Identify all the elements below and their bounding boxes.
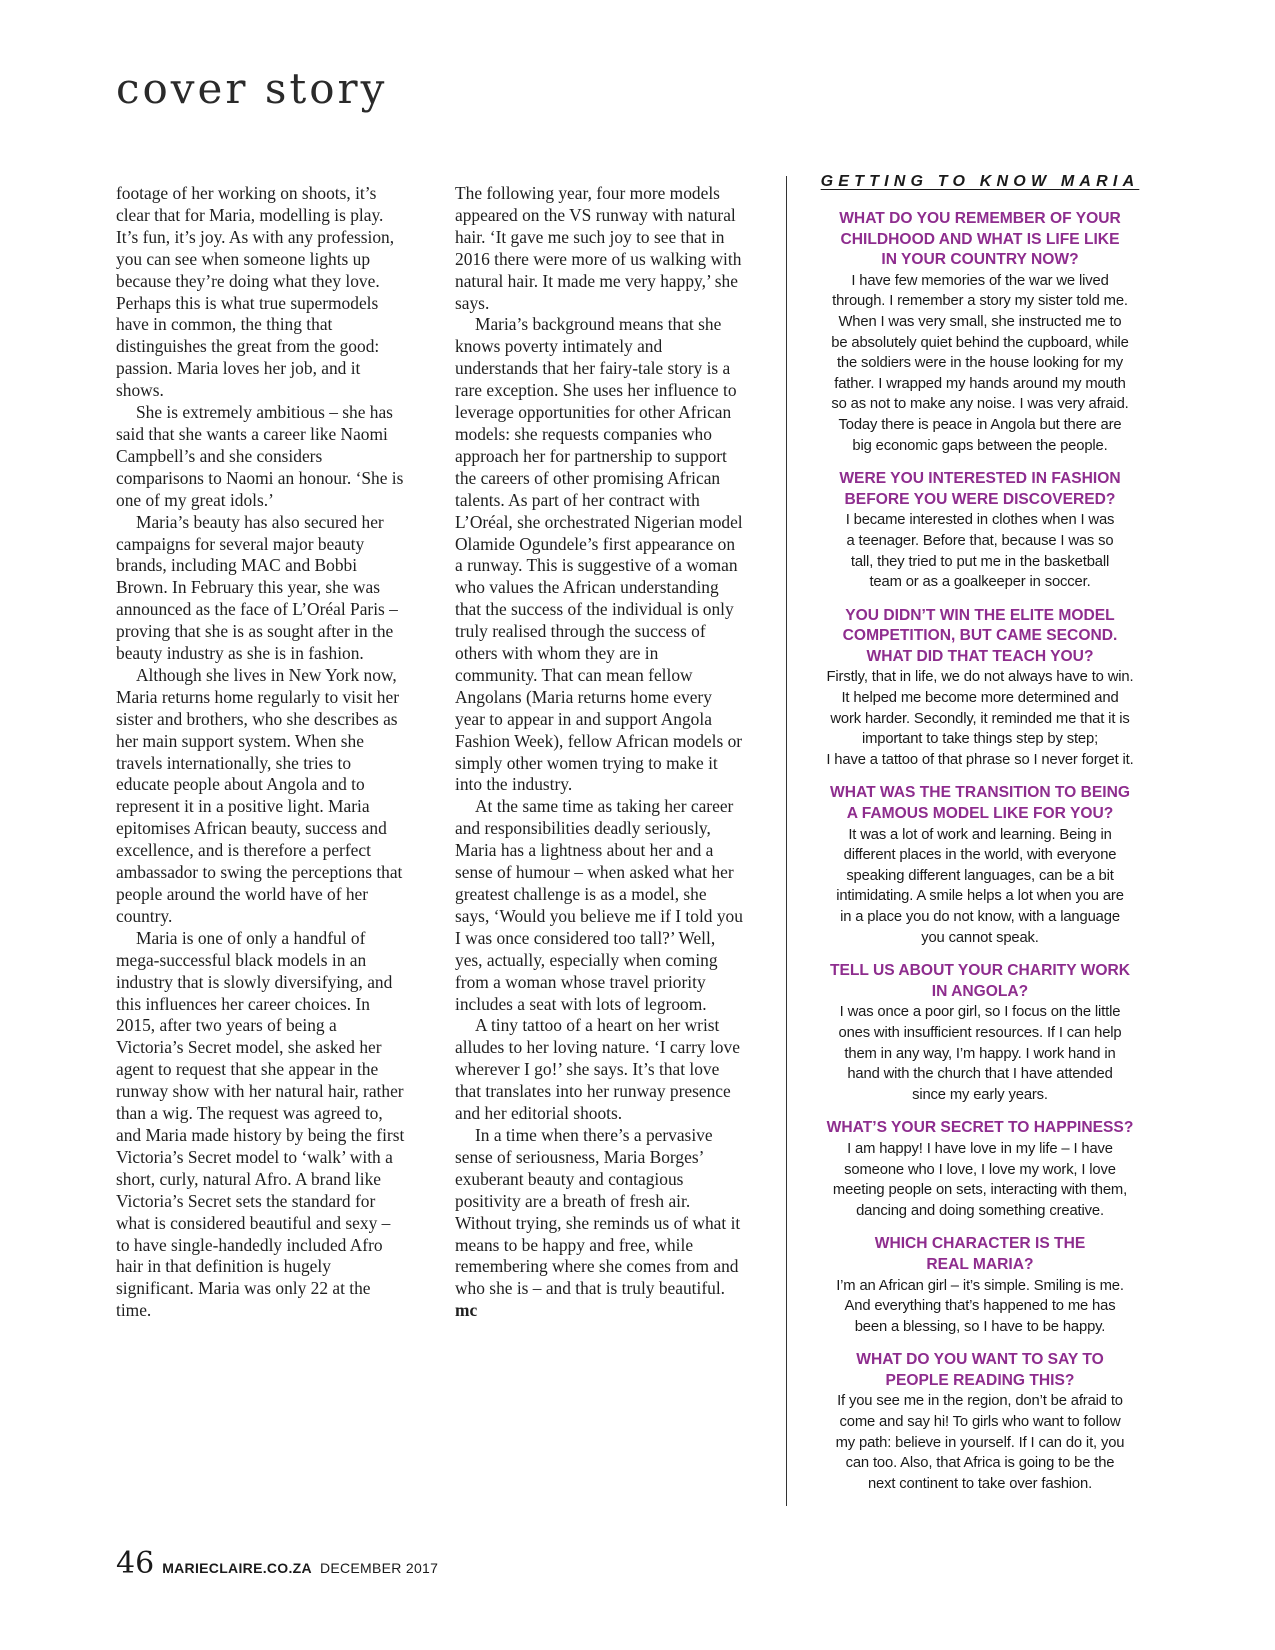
answer: It was a lot of work and learning. Being in different places in the world, with everyone speaking different languages, can be a bit intimidating. A smile helps a lot when you are in a place you do not know, with a language you cannot speak. <box>836 826 1124 946</box>
page-footer <box>116 1546 438 1581</box>
section-title: cover story <box>116 64 388 113</box>
question: TELL US ABOUT YOUR CHARITY WORK IN ANGOLA? <box>829 962 1131 1000</box>
paragraph: The following year, four more models appeared on the VS runway with natural hair. ‘It gave me such joy to see that in 2016 there were more of us walking with natural hair. It made me very happy,’ she says. <box>455 183 742 313</box>
paragraph: She is extremely ambitious – she has said that she wants a career like Naomi Campbell’s and she considers comparisons to Naomi an honour. ‘She is one of my great idols.’ <box>116 402 404 510</box>
paragraph: Maria’s background means that she knows poverty intimately and understands that her fairy-tale story is a rare exception. She uses her influence to leverage opportunities for other African models: she requests companies who approach her for partnership to support the careers of other promising African talents. As part of her contract with L’Oréal, she orchestrated Nigerian model Olamide Ogundele’s first appearance on a runway. This is suggestive of a woman who values the African understanding that the success of the individual is only truly realised through the success of others with whom they are in community. That can mean fellow Angolans (Maria returns home every year to appear in and support Angola Fashion Week), fellow African models or simply other women trying to make it into the industry. <box>455 314 743 795</box>
qa-item <box>810 606 1150 771</box>
question: WHAT WAS THE TRANSITION TO BEING A FAMOUS MODEL LIKE FOR YOU? <box>829 784 1131 823</box>
paragraph-text: In a time when there’s a pervasive sense of seriousness, Maria Borges’ exuberant beauty and contagious positivity are a breath of fresh air. Without trying, she reminds us of what it means to be happy and free, while remembering where she comes from and who she is – and that is truly beautiful. <box>455 1124 741 1299</box>
answer: I have few memories of the war we lived through. I remember a story my sister told me. When I was very small, she instructed me to be absolutely quiet behind the cupboard, while the soldiers were in the house looking for my father. I wrapped my hands around my mouth so as not to make any noise. I was very afraid. Today there is peace in Angola but there are big economic gaps between the people. <box>831 272 1129 454</box>
answer: I became interested in clothes when I was a teenager. Before that, because I was so tall, they tried to put me in the basketball team or as a goalkeeper in soccer. <box>845 512 1115 591</box>
article-column-1 <box>116 183 406 1322</box>
issue-date: DECEMBER 2017 <box>319 1560 439 1576</box>
question: WHAT DO YOU REMEMBER OF YOUR CHILDHOOD AND WHAT IS LIFE LIKE IN YOUR COUNTRY NOW? <box>839 210 1121 269</box>
sidebar-getting-to-know <box>810 173 1150 1507</box>
paragraph: footage of her working on shoots, it’s clear that for Maria, modelling is play. It’s fun, it’s joy. As with any profession, you can see when someone lights up because they’re doing what they love. Perhaps this is what true supermodels have in common, the thing that distinguishes the great from the good: passion. Maria loves her job, and it shows. <box>116 183 395 401</box>
paragraph: At the same time as taking her career and responsibilities deadly seriously, Maria has a lightness about her and a sense of humour – when asked what her greatest challenge is as a model, she says, ‘Would you believe me if I told you I was once considered too tall?’ Well, yes, actually, especially when coming from a woman whose travel priority includes a seat with lots of legroom. <box>455 796 743 1014</box>
sidebar-title: GETTING TO KNOW MARIA <box>820 173 1140 190</box>
qa-item <box>810 1234 1150 1337</box>
article-column-2 <box>455 183 745 1322</box>
site-url: MARIECLAIRE.CO.ZA <box>162 1560 312 1576</box>
qa-item <box>810 209 1150 456</box>
question: WHICH CHARACTER IS THE REAL MARIA? <box>874 1235 1086 1273</box>
qa-item <box>810 1350 1150 1494</box>
answer: Firstly, that in life, we do not always have to win. It helped me become more determined and work harder. Secondly, it reminded me that it is important to take things step by step; I have a tattoo of that phrase so I never forget it. <box>826 669 1134 768</box>
answer: If you see me in the region, don’t be afraid to come and say hi! To girls who want to follow my path: believe in yourself. If I can do it, you can too. Also, that Africa is going to be the next continent to take over fashion. <box>835 1393 1125 1492</box>
answer: I was once a poor girl, so I focus on the little ones with insufficient resources. If I can help them in any way, I’m happy. I work hand in hand with the church that I have attended since my early years. <box>838 1004 1122 1103</box>
paragraph-final <box>455 1125 745 1322</box>
qa-item <box>810 1118 1150 1221</box>
answer: I am happy! I have love in my life – I have someone who I love, I love my work, I love meeting people on sets, interacting with them, dancing and doing something creative. <box>832 1140 1128 1219</box>
paragraph: Although she lives in New York now, Maria returns home regularly to visit her sister and brothers, who she describes as her main support system. When she travels internationally, she tries to educate people about Angola and to represent it in a positive light. Maria epitomises African beauty, success and excellence, and is therefore a perfect ambassador to swing the perceptions that people around the world have of her country. <box>116 664 403 926</box>
signoff: mc <box>455 1300 478 1321</box>
page-number: 46 <box>116 1546 155 1581</box>
paragraph: Maria’s beauty has also secured her campaigns for several major beauty brands, including MAC and Bobbi Brown. In February this year, she was announced as the face of L’Oréal Paris – proving that she is as sought after in the beauty industry as she is in fashion. <box>116 511 398 664</box>
answer: I’m an African girl – it’s simple. Smiling is me. And everything that’s happened to me has been a blessing, so I have to be happy. <box>836 1277 1124 1335</box>
question: YOU DIDN’T WIN THE ELITE MODEL COMPETITION, BUT CAME SECOND. WHAT DID THAT TEACH YOU? <box>842 606 1118 665</box>
column-divider <box>786 176 787 1506</box>
paragraph: A tiny tattoo of a heart on her wrist alludes to her loving nature. ‘I carry love wherever I go!’ she says. It’s that love that translates into her runway presence and her editorial shoots. <box>455 1015 740 1124</box>
question: WERE YOU INTERESTED IN FASHION BEFORE YOU WERE DISCOVERED? <box>839 470 1121 508</box>
qa-item <box>810 961 1150 1105</box>
qa-item <box>810 469 1150 593</box>
paragraph: Maria is one of only a handful of mega-successful black models in an industry that is slowly diversifying, and this influences her career choices. In 2015, after two years of being a Victoria’s Secret model, she asked her agent to request that she appear in the runway show with her natural hair, rather than a wig. The request was agreed to, and Maria made history by being the first Victoria’s Secret model to ‘walk’ with a short, curly, natural Afro. A brand like Victoria’s Secret sets the standard for what is considered beautiful and sexy – to have single-handedly included Afro hair in that definition is hugely significant. Maria was only 22 at the time. <box>116 927 405 1321</box>
qa-item <box>810 783 1150 948</box>
question: WHAT DO YOU WANT TO SAY TO PEOPLE READING THIS? <box>856 1351 1104 1389</box>
question: WHAT’S YOUR SECRET TO HAPPINESS? <box>826 1119 1134 1137</box>
